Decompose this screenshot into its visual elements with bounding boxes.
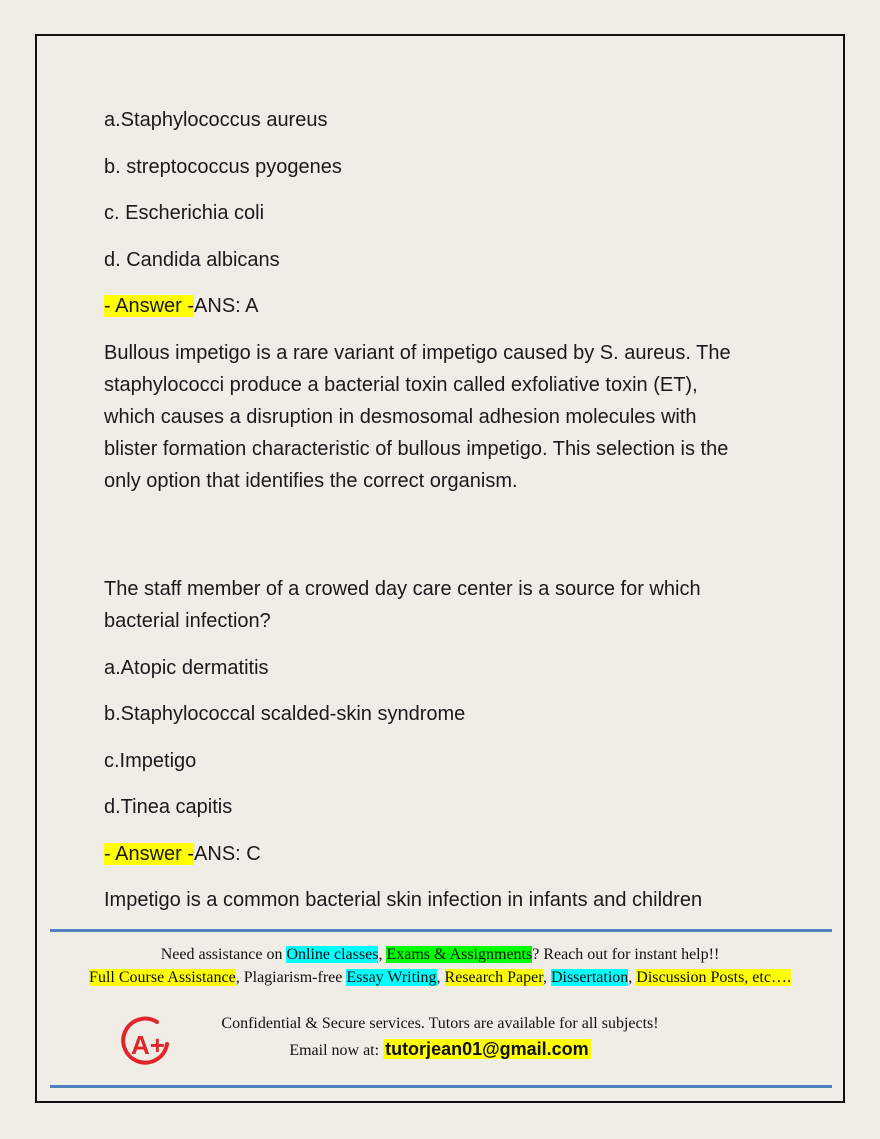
rationale-line: Bullous impetigo is a rare variant of impetigo caused by S. aureus. The	[104, 341, 731, 364]
online-classes-link[interactable]: Online classes	[286, 946, 379, 963]
footer-text: Need assistance on	[160, 946, 287, 963]
footer-text: ,	[628, 969, 637, 986]
essay-writing-link[interactable]: Essay Writing	[346, 969, 437, 986]
footer-bottom-rule	[50, 1085, 832, 1088]
q1-option-a: a.Staphylococcus aureus	[104, 109, 328, 131]
footer-text: ,	[378, 946, 387, 963]
email-link[interactable]: tutorjean01@gmail.com	[385, 1039, 589, 1059]
footer-line-2	[40, 967, 840, 989]
q2-option-d: d.Tinea capitis	[104, 796, 233, 818]
research-paper-link[interactable]: Research Paper	[444, 969, 543, 986]
q1-option-b: b. streptococcus pyogenes	[104, 155, 342, 178]
footer-line-3: Confidential & Secure services. Tutors are available for all subjects!	[221, 1015, 659, 1032]
footer-line-4	[40, 1037, 840, 1063]
document-body	[104, 104, 794, 931]
answer-value: ANS: A	[194, 295, 259, 317]
exams-assignments-link[interactable]: Exams & Assignments	[386, 946, 533, 963]
rationale-line: which causes a disruption in desmosomal adhesion molecules with	[104, 405, 697, 428]
footer-text: ,	[542, 969, 551, 986]
q2-question	[104, 573, 794, 637]
answer-value: ANS: C	[194, 842, 261, 865]
answer-label: - Answer -	[104, 842, 195, 865]
logo-text: A+	[131, 1030, 165, 1060]
q1-answer	[104, 290, 794, 322]
footer-text: Email now at:	[289, 1042, 384, 1059]
footer-line-1	[40, 944, 840, 966]
question-line: bacterial infection?	[104, 610, 271, 632]
discussion-posts-link[interactable]: Discussion Posts, etc….	[636, 969, 791, 986]
rationale-line: staphylococci produce a bacterial toxin called exfoliative toxin (ET),	[104, 373, 698, 396]
q2-answer	[104, 838, 794, 870]
q2-option-b: b.Staphylococcal scalded-skin syndrome	[104, 703, 466, 725]
rationale-line: only option that identifies the correct organism.	[104, 469, 518, 492]
q2-option-c: c.Impetigo	[104, 749, 197, 772]
footer-text: , Plagiarism-free	[235, 969, 347, 986]
q2-rationale: Impetigo is a common bacterial skin infection in infants and children	[104, 889, 703, 911]
q1-option-d: d. Candida albicans	[104, 248, 280, 271]
spacer	[104, 511, 794, 573]
rationale-line: blister formation characteristic of bullous impetigo. This selection is the	[104, 437, 729, 460]
q1-rationale	[104, 337, 794, 497]
q1-option-c: c. Escherichia coli	[104, 202, 265, 224]
footer-text: ? Reach out for instant help!!	[532, 946, 720, 963]
answer-label: - Answer -	[104, 295, 195, 317]
dissertation-link[interactable]: Dissertation	[550, 969, 629, 986]
footer-top-rule	[50, 929, 832, 932]
full-course-link[interactable]: Full Course Assistance	[89, 969, 236, 986]
footer-text: ,	[436, 969, 445, 986]
question-line: The staff member of a crowed day care center is a source for which	[104, 578, 701, 600]
q2-option-a: a.Atopic dermatitis	[104, 656, 269, 679]
